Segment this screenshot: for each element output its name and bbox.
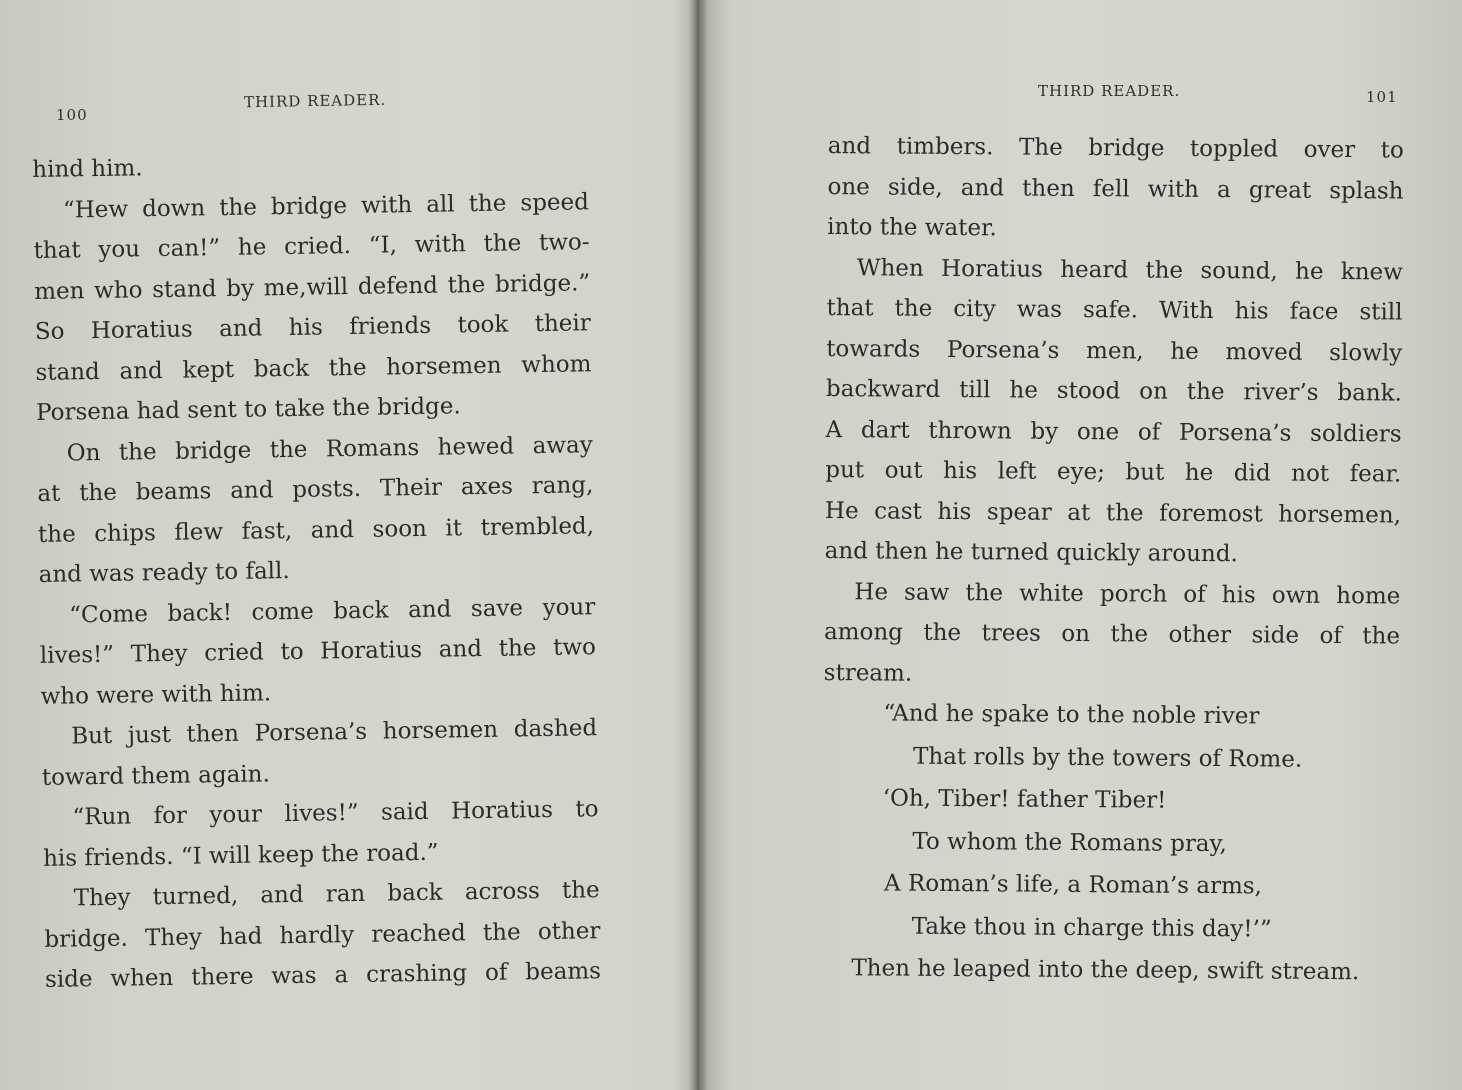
page-number: 100	[56, 106, 88, 124]
text-line: side when there was a crashing of beams	[44, 958, 602, 993]
text-line: and then he turned quickly around.	[824, 537, 1238, 568]
text-line: Porsena had sent to take the bridge.	[35, 393, 461, 426]
poem-stanza	[822, 693, 1400, 953]
text-line: But just then Porsena’s horsemen dashed	[71, 715, 598, 750]
text-line: A dart thrown by one of Porsena’s soldiers	[825, 416, 1402, 448]
running-head: THIRD READER.	[243, 90, 387, 112]
poem-line: To whom the Romans pray,	[912, 828, 1227, 857]
text-line: that the city was safe. With his face still	[826, 294, 1403, 326]
right-page	[700, 0, 1462, 1090]
text-line: “Come back! come back and save your	[69, 593, 596, 628]
text-line: lives!” They cried to Horatius and the two	[39, 634, 597, 669]
text-line: “Hew down the bridge with all the speed	[62, 188, 590, 224]
text-line: stand and kept back the horsemen whom	[35, 350, 592, 386]
text-line: On the bridge the Romans hewed away	[66, 431, 593, 466]
text-line: He saw the white porch of his own home	[854, 578, 1401, 610]
text-line: his friends. “I will keep the road.”	[42, 839, 439, 872]
text-line: the chips flew fast, and soon it trembled,	[37, 512, 595, 548]
text-line: that you can!” he cried. “I, with the two-	[33, 229, 590, 264]
poem-line: A Roman’s life, a Roman’s arms,	[883, 870, 1263, 900]
right-page-text	[821, 126, 1404, 995]
text-line: and was ready to fall.	[38, 558, 290, 588]
running-head: THIRD READER.	[1038, 82, 1181, 100]
text-line: and timbers. The bridge toppled over to	[827, 132, 1404, 164]
left-page	[0, 0, 690, 1090]
text-line: He cast his spear at the foremost horsemen,	[824, 497, 1402, 529]
text-line: among the trees on the other side of the	[823, 618, 1401, 650]
text-line: When Horatius heard the sound, he knew	[856, 254, 1403, 286]
left-page-text	[32, 141, 601, 1000]
poem-line: That rolls by the towers of Rome.	[912, 743, 1303, 773]
text-line: who were with him.	[40, 679, 272, 710]
poem-line: Take thou in charge this day!’”	[911, 913, 1272, 943]
text-line: They turned, and ran back across the	[73, 877, 600, 912]
text-line: stream.	[823, 659, 913, 687]
text-line: one side, and then fell with a great splash	[827, 173, 1404, 205]
closing-line: Then he leaped into the deep, swift stream.	[851, 955, 1360, 986]
text-line: bridge. They had hardly reached the other	[44, 917, 601, 953]
page-number: 101	[1366, 88, 1398, 106]
text-line: So Horatius and his friends took their	[34, 310, 591, 345]
text-line: “Run for your lives!” said Horatius to	[72, 796, 599, 831]
text-line: at the beams and posts. Their axes rang,	[37, 472, 594, 507]
text-line: toward them again.	[41, 760, 270, 791]
text-line: towards Porsena’s men, he moved slowly	[826, 335, 1403, 367]
poem-line: ‘Oh, Tiber! father Tiber!	[882, 785, 1167, 814]
text-line: hind him.	[32, 155, 143, 183]
text-line: backward till he stood on the river’s bank.	[825, 375, 1403, 407]
text-line: put out his left eye; but he did not fear.	[825, 456, 1402, 488]
poem-line: “And he spake to the noble river	[883, 700, 1260, 730]
text-line: men who stand by me,will defend the bridge.”	[34, 269, 591, 305]
text-line: into the water.	[827, 213, 997, 242]
